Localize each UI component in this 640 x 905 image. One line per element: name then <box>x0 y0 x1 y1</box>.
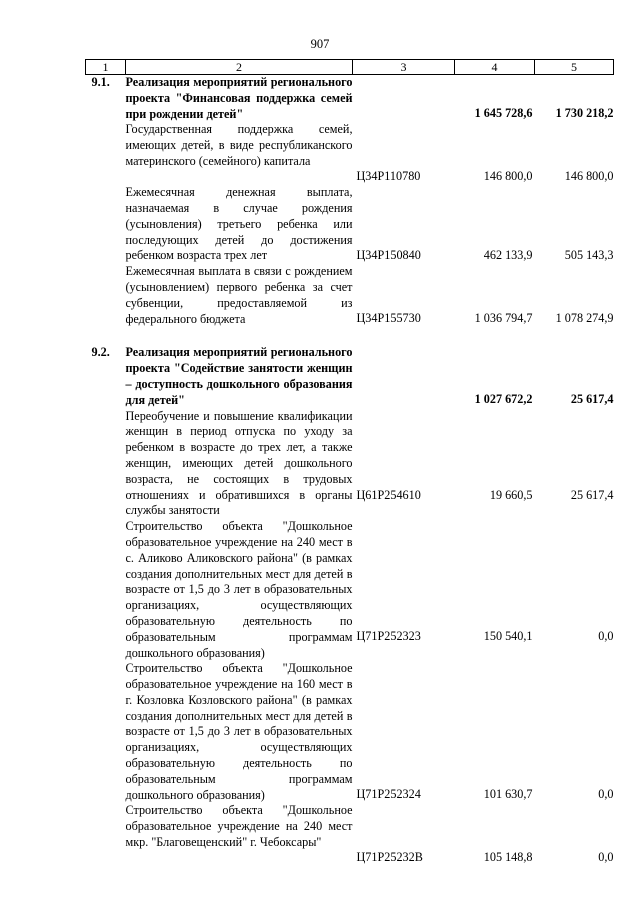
item-code: Ц71Р252324 <box>356 787 421 802</box>
item-value-col4: 150 540,1 <box>483 629 533 644</box>
item-code: Ц34Р110780 <box>356 169 421 184</box>
section-title: Реализация мероприятий регионального проекта "Финансовая поддержка семей при рождении детей" <box>125 75 353 121</box>
table-row <box>86 185 614 264</box>
section-total-col4: 1 645 728,6 <box>474 106 533 120</box>
item-value-col5: 146 800,0 <box>564 169 614 184</box>
section-number: 9.1. <box>91 75 110 89</box>
item-value-col5: 0,0 <box>598 850 614 865</box>
item-description: Строительство объекта "Дошкольное образовательное учреждение на 240 мест в с. Аликово Аликовского района" (в рамках создания дополнительных мест для детей в возрасте от 1,5 до 3 лет в образовательных организациях, осуществляющих образовательную деятельность по образовательным программам дошкольного образования) <box>125 519 353 660</box>
col-header-2: 2 <box>126 60 353 75</box>
item-description: Ежемесячная выплата в связи с рождением (усыновлением) первого ребенка за счет субвенции, предоставляемой из федерального бюджета <box>125 264 353 326</box>
item-code: Ц34Р155730 <box>356 311 421 326</box>
col-header-5: 5 <box>535 60 614 75</box>
item-value-col4: 19 660,5 <box>489 487 533 502</box>
item-code: Ц71Р252323 <box>356 629 421 644</box>
col-header-4: 4 <box>455 60 535 75</box>
item-value-col4: 146 800,0 <box>483 169 533 184</box>
item-value-col5: 505 143,3 <box>564 248 614 263</box>
item-description: Строительство объекта "Дошкольное образовательное учреждение на 160 мест в г. Козловка Козловского района" (в рамках создания дополнительных мест для детей в возрасте от 1,5 до 3 лет в образовательных организациях, осуществляющих образовательную деятельность по образовательным программам дошкольного образования) <box>125 661 353 802</box>
item-description: Государственная поддержка семей, имеющих детей, в виде республиканского материнского (семейного) капитала <box>125 122 353 168</box>
item-description: Ежемесячная денежная выплата, назначаемая в случае рождения (усыновления) третьего ребенка или последующих детей до достижения ребенком возраста трех лет <box>125 185 353 263</box>
section-title: Реализация мероприятий регионального проекта "Содействие занятости женщин – доступность дошкольного образования для детей" <box>125 345 353 407</box>
item-value-col4: 105 148,8 <box>483 850 533 865</box>
col-header-3: 3 <box>353 60 455 75</box>
section-row <box>86 75 614 123</box>
item-value-col4: 101 630,7 <box>483 787 533 802</box>
table-row <box>86 409 614 520</box>
table-row <box>86 264 614 327</box>
item-value-col5: 0,0 <box>598 629 614 644</box>
header-row <box>86 60 614 75</box>
section-total-col4: 1 027 672,2 <box>474 392 533 407</box>
item-value-col5: 25 617,4 <box>570 487 614 502</box>
item-code: Ц71Р25232В <box>356 850 423 865</box>
item-code: Ц61Р254610 <box>356 487 421 502</box>
section-row <box>86 345 614 408</box>
section-number: 9.2. <box>91 345 110 360</box>
item-value-col5: 1 078 274,9 <box>555 311 614 326</box>
section-total-col5: 25 617,4 <box>570 392 614 407</box>
item-description: Строительство объекта "Дошкольное образовательное учреждение на 240 мест мкр. "Благовещенский" г. Чебоксары" <box>125 803 353 850</box>
item-description: Переобучение и повышение квалификации женщин в период отпуска по уходу за ребенком в возрасте до трех лет, а также женщин, имеющих детей дошкольного возраста, не состоящих в трудовых отношениях и обратившихся в органы службы занятости <box>125 408 353 518</box>
budget-table <box>85 59 614 866</box>
table-row <box>86 122 614 185</box>
item-code: Ц34Р150840 <box>356 248 421 263</box>
item-value-col4: 1 036 794,7 <box>474 311 533 326</box>
table-row <box>86 661 614 803</box>
table-row <box>86 519 614 661</box>
table-row <box>86 803 614 866</box>
col-header-1: 1 <box>86 60 126 75</box>
item-value-col4: 462 133,9 <box>483 248 533 263</box>
item-value-col5: 0,0 <box>598 787 614 802</box>
page-number: 907 <box>310 37 330 51</box>
section-total-col5: 1 730 218,2 <box>555 106 614 120</box>
